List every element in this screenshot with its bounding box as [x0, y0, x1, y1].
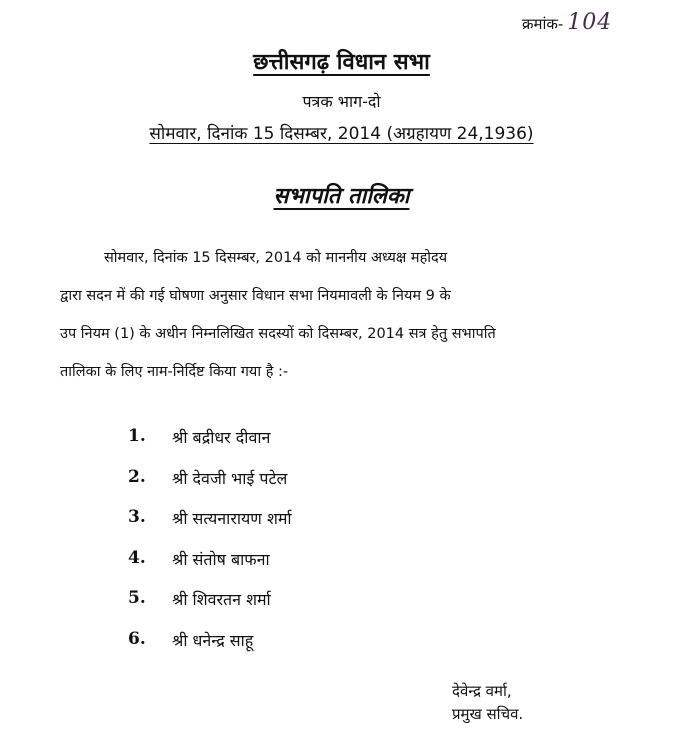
serial-number: [522, 10, 612, 35]
member-number: 5.: [128, 588, 146, 609]
member-name: श्री शिवरतन शर्मा: [172, 590, 271, 610]
document-subtitle: पत्रक भाग-दो: [302, 92, 381, 111]
paragraph-line: तालिका के लिए नाम-निर्दिष्ट किया गया है :-: [60, 364, 289, 380]
signature-block: [452, 680, 523, 726]
paragraph-line: सोमवार, दिनांक 15 दिसम्बर, 2014 को माननीय अध्यक्ष महोदय: [104, 250, 448, 266]
member-list: [128, 426, 292, 670]
announcement-paragraph: [60, 248, 620, 400]
list-item: [128, 548, 292, 589]
section-title: सभापति तालिका: [273, 184, 410, 209]
member-name: श्री धनेन्द्र साहू: [172, 630, 254, 650]
list-item: [128, 426, 292, 467]
signatory-designation: प्रमुख सचिव.: [452, 705, 524, 723]
member-name: श्री संतोष बाफना: [172, 549, 270, 569]
document-title: छत्तीसगढ़ विधान सभा: [253, 50, 430, 75]
member-number: 1.: [128, 426, 146, 446]
member-name: श्री देवजी भाई पटेल: [172, 468, 288, 488]
date-line: सोमवार, दिनांक 15 दिसम्बर, 2014 (अग्रहायण 24,1936): [149, 124, 534, 144]
paragraph-line: उप नियम (1) के अधीन निम्नलिखित सदस्यों को दिसम्बर, 2014 सत्र हेतु सभापति: [60, 326, 496, 342]
serial-value: 104: [567, 10, 613, 35]
member-name: श्री बद्रीधर दीवान: [172, 428, 271, 447]
paragraph-line: द्वारा सदन में की गई घोषणा अनुसार विधान सभा नियमावली के नियम 9 के: [60, 288, 451, 304]
member-number: 2.: [128, 466, 146, 487]
serial-label: क्रमांक-: [522, 15, 564, 33]
member-number: 6.: [128, 628, 146, 649]
list-item: [128, 467, 292, 508]
member-number: 4.: [128, 547, 146, 568]
signatory-name: देवेन्द्र वर्मा,: [452, 682, 512, 700]
member-name: श्री सत्यनारायण शर्मा: [172, 509, 292, 529]
list-item: [128, 629, 292, 670]
member-number: 3.: [128, 507, 146, 528]
list-item: [128, 507, 292, 548]
list-item: [128, 588, 292, 629]
